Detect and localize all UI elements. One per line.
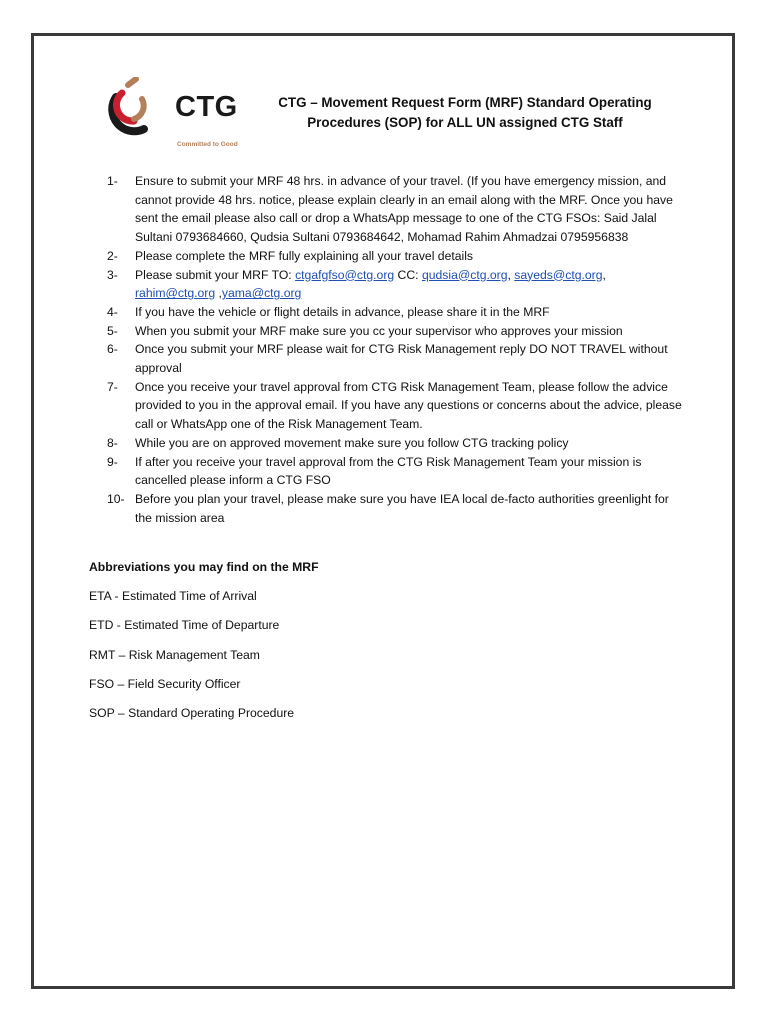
separator: , bbox=[215, 286, 222, 301]
step-text: Ensure to submit your MRF 48 hrs. in advance of your travel. (If you have emergency mission, and cannot provide 48 hrs. notice, please explain clearly in an email along with the MRF. Once you have sent the email please also call or drop a WhatsApp message to one of the CTG FSOs: Said Jalal Sultani 0793684660, Qudsia Sultani 0793684642, Mohamad Rahim Ahmadzai 0795956838 bbox=[135, 174, 673, 245]
abbreviation-item: FSO – Field Security Officer bbox=[89, 676, 241, 691]
list-item bbox=[107, 322, 687, 341]
logo-tagline: Committed to Good bbox=[177, 141, 238, 148]
email-link-cc-rahim[interactable]: rahim@ctg.org bbox=[135, 286, 216, 301]
list-item bbox=[107, 434, 687, 453]
ctg-logo-icon bbox=[104, 77, 162, 137]
separator: , bbox=[602, 267, 606, 282]
email-link-cc-yama[interactable]: yama@ctg.org bbox=[221, 286, 302, 301]
step-number: 3- bbox=[107, 267, 118, 282]
list-item bbox=[107, 378, 687, 434]
ctg-logo bbox=[104, 77, 264, 152]
list-item bbox=[107, 247, 687, 266]
cc-label: CC: bbox=[394, 267, 422, 282]
email-link-cc-sayeds[interactable]: sayeds@ctg.org bbox=[514, 267, 603, 282]
list-item bbox=[107, 340, 687, 377]
list-item bbox=[107, 172, 687, 247]
abbreviation-item: ETD - Estimated Time of Departure bbox=[89, 618, 280, 633]
step-text: Before you plan your travel, please make sure you have IEA local de-facto authorities greenlight for the mission area bbox=[135, 491, 669, 525]
list-item bbox=[107, 303, 687, 322]
abbreviations-list bbox=[89, 589, 294, 735]
sop-steps-list bbox=[107, 172, 687, 527]
step-number: 7- bbox=[107, 379, 118, 394]
logo-wordmark: CTG bbox=[175, 91, 238, 123]
abbreviation-item: ETA - Estimated Time of Arrival bbox=[89, 589, 257, 603]
list-item bbox=[107, 453, 687, 490]
abbreviations-heading: Abbreviations you may find on the MRF bbox=[89, 560, 319, 574]
list-item bbox=[107, 490, 687, 527]
email-link-cc-qudsia[interactable]: qudsia@ctg.org bbox=[421, 267, 508, 282]
list-item bbox=[107, 266, 687, 303]
step-text: Once you submit your MRF please wait for CTG Risk Management reply DO NOT TRAVEL without approval bbox=[135, 342, 668, 376]
step-number: 10- bbox=[107, 491, 125, 506]
step-number: 8- bbox=[107, 435, 118, 450]
step-text: If after you receive your travel approval from the CTG Risk Management Team your mission is cancelled please inform a CTG FSO bbox=[135, 454, 642, 488]
step-text: While you are on approved movement make sure you follow CTG tracking policy bbox=[135, 435, 569, 450]
step-text: If you have the vehicle or flight details in advance, please share it in the MRF bbox=[135, 304, 550, 319]
step-number: 1- bbox=[107, 174, 118, 188]
step-text: Please submit your MRF TO: bbox=[135, 267, 296, 282]
step-text: Once you receive your travel approval from CTG Risk Management Team, please follow the advice provided to you in the approval email. If you have any questions or concerns about the advice, please call or WhatsApp one of the Risk Management Team. bbox=[135, 379, 682, 432]
abbreviation-item: RMT – Risk Management Team bbox=[89, 647, 260, 662]
document-title: CTG – Movement Request Form (MRF) Standard Operating Procedures (SOP) for ALL UN assigned CTG Staff bbox=[278, 95, 652, 130]
step-number: 6- bbox=[107, 342, 118, 357]
step-number: 4- bbox=[107, 304, 118, 319]
step-number: 2- bbox=[107, 248, 118, 263]
step-text: Please complete the MRF fully explaining all your travel details bbox=[135, 248, 474, 263]
step-number: 5- bbox=[107, 323, 118, 338]
separator: , bbox=[507, 267, 515, 282]
email-link-to[interactable]: ctgafgfso@ctg.org bbox=[295, 267, 395, 282]
step-number: 9- bbox=[107, 454, 118, 469]
step-text: When you submit your MRF make sure you cc your supervisor who approves your mission bbox=[135, 323, 623, 338]
abbreviation-item: SOP – Standard Operating Procedure bbox=[89, 706, 295, 721]
